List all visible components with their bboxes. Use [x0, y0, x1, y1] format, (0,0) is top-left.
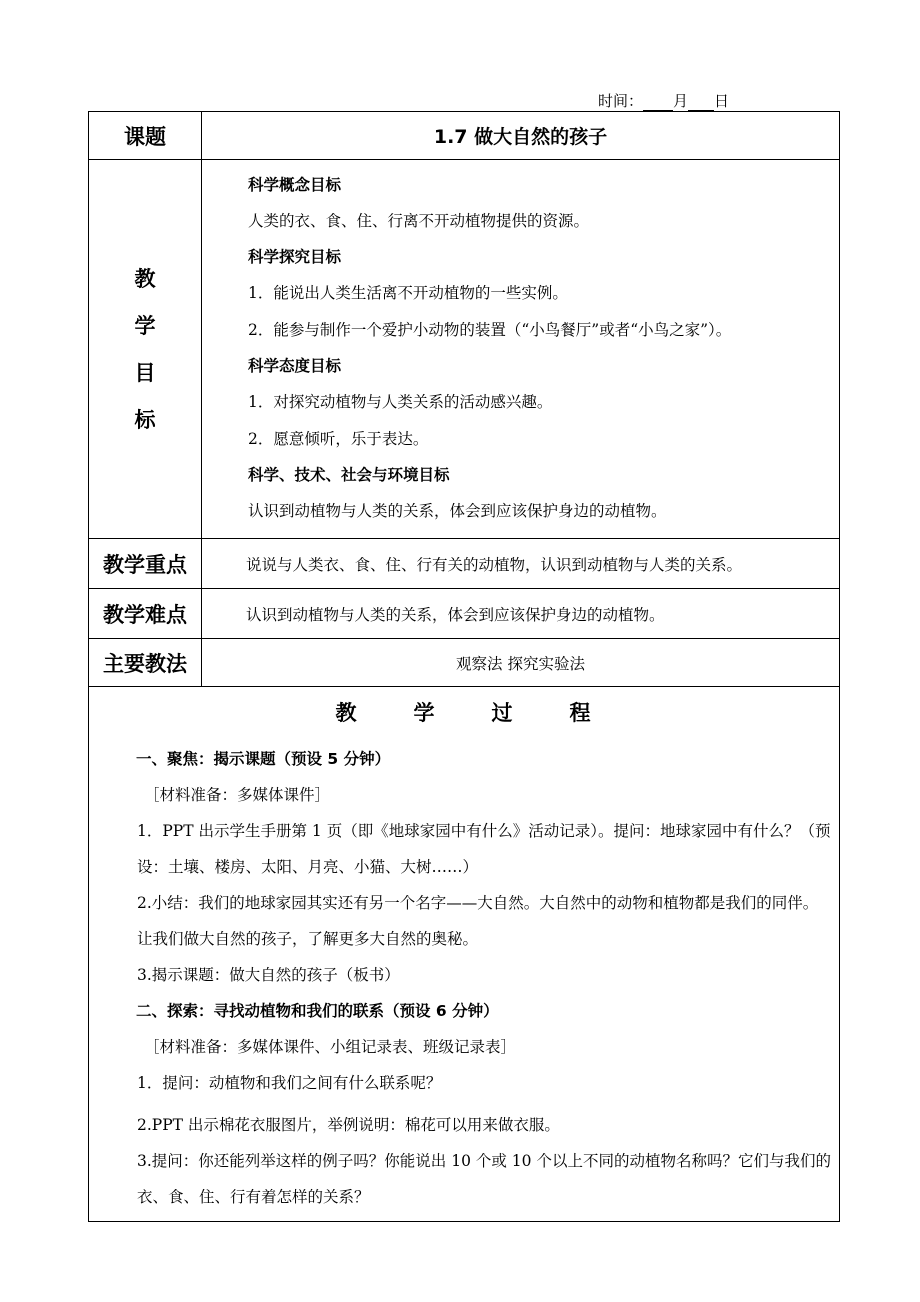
process-paragraph: 3.揭示课题：做大自然的孩子（板书）	[137, 966, 400, 984]
process-paragraph: 2.PPT 出示棉花衣服图片，举例说明：棉花可以用来做衣服。	[137, 1116, 560, 1134]
process-paragraph: 1．PPT 出示学生手册第 1 页（即《地球家园中有什么》活动记录）。提问：地球家园中有什么？（预设：土壤、楼房、太阳、月亮、小猫、大树……）	[137, 822, 831, 876]
lesson-plan-table	[88, 111, 840, 1222]
process-title-char: 程	[569, 701, 593, 725]
goals-label-char: 目	[134, 359, 156, 385]
key-point-text: 说说与人类衣、食、住、行有关的动植物，认识到动植物与人类的关系。	[202, 539, 840, 589]
date-line	[598, 90, 729, 111]
process-paragraph: 3.提问：你还能列举这样的例子吗？你能说出 10 个或 10 个以上不同的动植物名称吗？它们与我们的衣、食、住、行有着怎样的关系？	[137, 1152, 831, 1206]
goal-heading: 科学探究目标	[248, 248, 342, 266]
goal-text: 认识到动植物与人类的关系，体会到应该保护身边的动植物。	[248, 502, 667, 520]
method-row	[89, 639, 840, 687]
topic-title: 1.7 做大自然的孩子	[202, 112, 840, 160]
goals-label-char: 教	[134, 265, 156, 291]
day-label: 日	[714, 92, 730, 110]
method-text: 观察法 探究实验法	[202, 639, 840, 687]
month-blank[interactable]	[643, 94, 673, 111]
section-heading: 一、聚焦：揭示课题（预设 5 分钟）	[136, 750, 391, 768]
goal-heading: 科学态度目标	[248, 357, 342, 375]
goals-label-char: 学	[134, 312, 156, 338]
topic-row	[89, 112, 840, 160]
goal-text: 人类的衣、食、住、行离不开动植物提供的资源。	[248, 212, 590, 230]
key-point-row	[89, 539, 840, 589]
goal-text: 1．对探究动植物与人类关系的活动感兴趣。	[248, 393, 553, 411]
materials-note: ［材料准备：多媒体课件］	[144, 786, 331, 804]
method-label: 主要教法	[89, 639, 202, 687]
goals-row	[89, 160, 840, 539]
goals-label	[89, 264, 201, 435]
process-title	[89, 687, 839, 741]
goals-label-char: 标	[134, 406, 156, 432]
process-row	[89, 687, 840, 1222]
date-label: 时间：	[598, 92, 644, 110]
goal-text: 2．愿意倾听，乐于表达。	[248, 430, 429, 448]
key-point-label: 教学重点	[89, 539, 202, 589]
day-blank[interactable]	[688, 94, 714, 111]
goal-text: 2．能参与制作一个爱护小动物的装置（“小鸟餐厅”或者“小鸟之家”）。	[248, 321, 732, 339]
process-title-char: 教	[335, 701, 359, 725]
process-paragraph: 2.小结：我们的地球家园其实还有另一个名字——大自然。大自然中的动物和植物都是我们的同伴。让我们做大自然的孩子，了解更多大自然的奥秘。	[137, 894, 819, 948]
goals-cell	[202, 160, 840, 539]
difficult-point-label: 教学难点	[89, 589, 202, 639]
difficult-point-text: 认识到动植物与人类的关系，体会到应该保护身边的动植物。	[202, 589, 840, 639]
goal-text: 1．能说出人类生活离不开动植物的一些实例。	[248, 284, 568, 302]
process-title-char: 过	[491, 701, 515, 725]
difficult-point-row	[89, 589, 840, 639]
process-cell	[89, 687, 840, 1222]
goal-heading: 科学概念目标	[248, 176, 342, 194]
goal-heading: 科学、技术、社会与环境目标	[248, 466, 450, 484]
month-label: 月	[673, 92, 689, 110]
topic-label: 课题	[89, 112, 202, 160]
goals-label-cell	[89, 160, 202, 539]
section-heading: 二、探索：寻找动植物和我们的联系（预设 6 分钟）	[136, 1002, 499, 1020]
process-title-char: 学	[413, 701, 437, 725]
process-paragraph: 1．提问：动植物和我们之间有什么联系呢？	[137, 1074, 442, 1092]
materials-note: ［材料准备：多媒体课件、小组记录表、班级记录表］	[144, 1038, 517, 1056]
